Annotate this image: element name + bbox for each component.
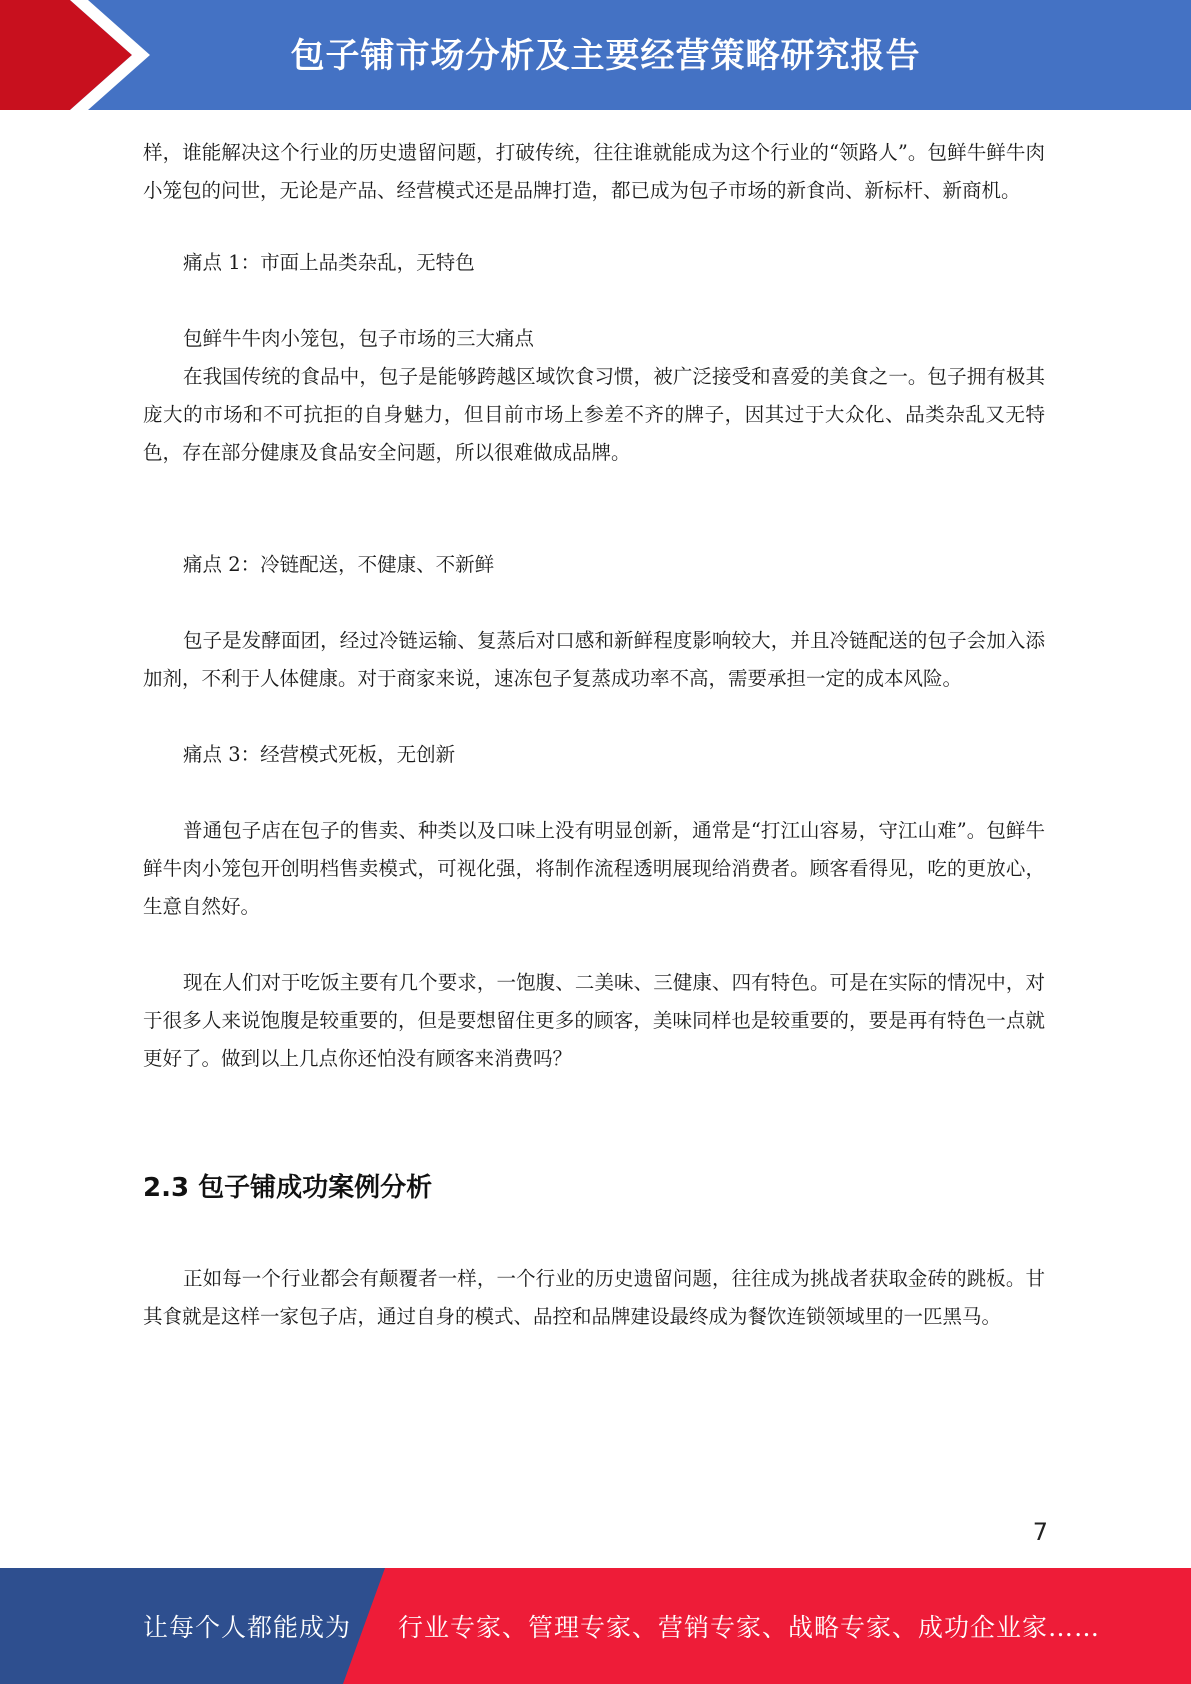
pain-points-subtitle: 包鲜牛牛肉小笼包，包子市场的三大痛点 xyxy=(183,327,535,350)
pain-point-1-title: 痛点 1：市面上品类杂乱，无特色 xyxy=(183,251,475,274)
body-paragraph: 现在人们对于吃饭主要有几个要求，一饱腹、二美味、三健康、四有特色。可是在实际的情况中，对于很多人来说饱腹是较重要的，但是要想留住更多的顾客，美味同样也是较重要的，要是再有特色一点就更好了。做到以上几点你还怕没有顾客来消费吗？ xyxy=(143,971,1045,1070)
body-paragraph: 正如每一个行业都会有颠覆者一样，一个行业的历史遗留问题，往往成为挑战者获取金砖的跳板。甘其食就是这样一家包子店，通过自身的模式、品控和品牌建设最终成为餐饮连锁领域里的一匹黑马。 xyxy=(143,1267,1045,1328)
pain-point-2-title: 痛点 2：冷链配送，不健康、不新鲜 xyxy=(183,553,495,576)
page-content xyxy=(143,134,1045,1336)
page-header xyxy=(0,0,1191,110)
page-footer xyxy=(0,1568,1191,1684)
body-paragraph: 在我国传统的食品中，包子是能够跨越区域饮食习惯，被广泛接受和喜爱的美食之一。包子拥有极其庞大的市场和不可抗拒的自身魅力，但目前市场上参差不齐的牌子，因其过于大众化、品类杂乱又无特色，存在部分健康及食品安全问题，所以很难做成品牌。 xyxy=(143,365,1045,464)
section-heading: 2.3 包子铺成功案例分析 xyxy=(143,1173,433,1203)
body-paragraph: 普通包子店在包子的售卖、种类以及口味上没有明显创新，通常是“打江山容易，守江山难”。包鲜牛鲜牛肉小笼包开创明档售卖模式，可视化强，将制作流程透明展现给消费者。顾客看得见，吃的更放心，生意自然好。 xyxy=(143,819,1045,918)
document-title: 包子铺市场分析及主要经营策略研究报告 xyxy=(290,35,921,76)
page-number: 7 xyxy=(1032,1518,1048,1546)
pain-point-3-title: 痛点 3：经营模式死板，无创新 xyxy=(183,743,456,766)
body-paragraph: 包子是发酵面团，经过冷链运输、复蒸后对口感和新鲜程度影响较大，并且冷链配送的包子会加入添加剂，不利于人体健康。对于商家来说，速冻包子复蒸成功率不高，需要承担一定的成本风险。 xyxy=(143,629,1045,690)
footer-slogan-right: 行业专家、管理专家、营销专家、战略专家、成功企业家…… xyxy=(398,1613,1101,1642)
body-paragraph: 样，谁能解决这个行业的历史遗留问题，打破传统，往往谁就能成为这个行业的“领路人”。包鲜牛鲜牛肉小笼包的问世，无论是产品、经营模式还是品牌打造，都已成为包子市场的新食尚、新标杆、新商机。 xyxy=(143,141,1045,202)
footer-slogan-left: 让每个人都能成为 xyxy=(143,1613,352,1642)
